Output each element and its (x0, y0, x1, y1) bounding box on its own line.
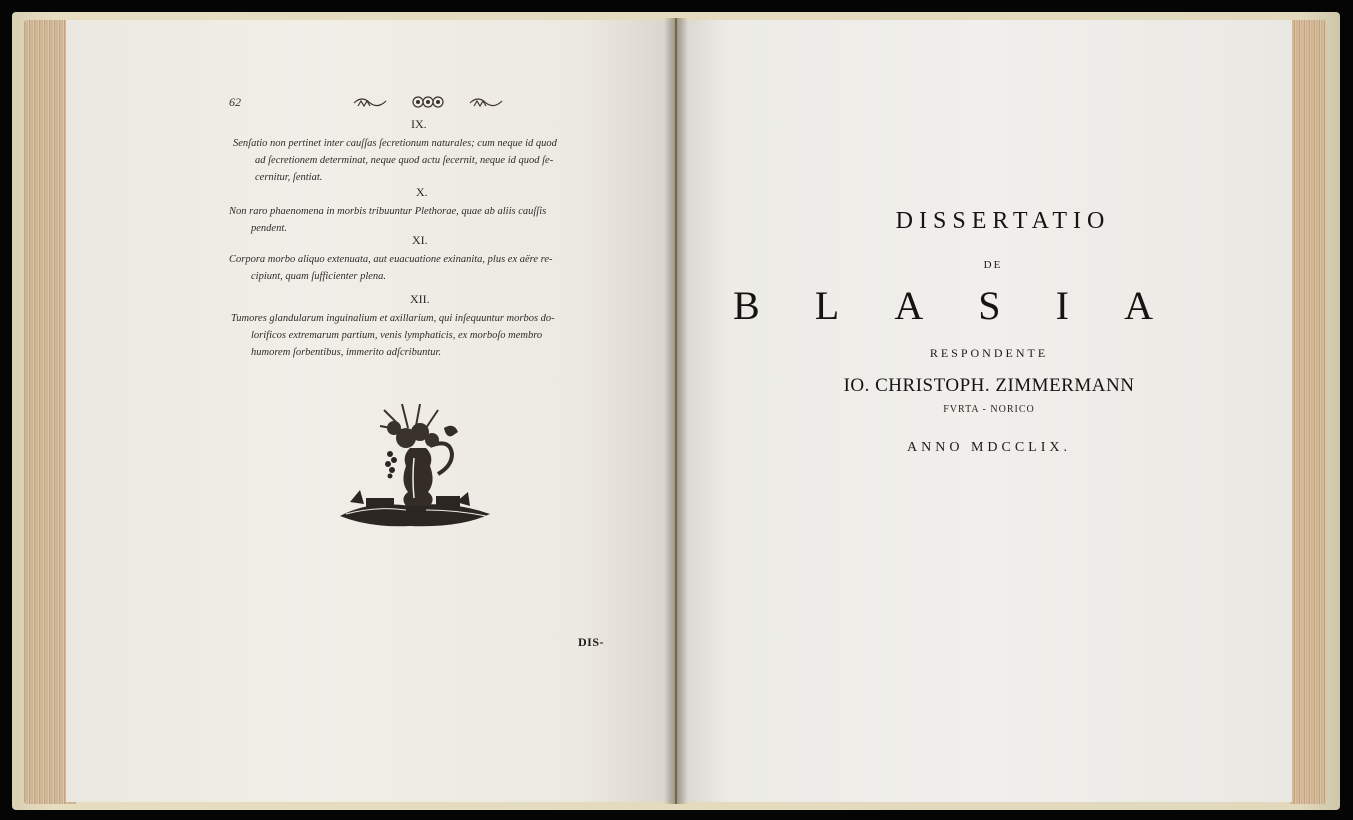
title-letter: I (1055, 283, 1069, 328)
respondent-name: IO. CHRISTOPH. ZIMMERMANN (843, 375, 1135, 396)
headpiece-ornament-icon (350, 94, 510, 110)
tailpiece-vignette-icon (336, 398, 496, 530)
section-number-xii: XII. (410, 292, 430, 306)
section-line: humorem ſorbentibus, immerito adſcribuntur. (251, 347, 442, 358)
respondent-label: RESPONDENTE (929, 346, 1049, 360)
title-letter: L (814, 283, 840, 328)
page-number: 62 (229, 95, 241, 109)
section-line: Senſatio non pertinet inter cauſſas ſecretionum naturales; cum neque id quod (233, 138, 557, 149)
section-number-xi: XI. (412, 233, 428, 247)
section-line: ad ſecretionem determinat, neque quod actu ſecernit, neque id quod ſe- (255, 155, 554, 166)
title-blasia (733, 282, 1153, 329)
section-line: lorificos extremarum partium, venis lymphaticis, ex morboſo membro (251, 330, 543, 341)
section-line: cipiunt, quam ſufficienter plena. (251, 271, 387, 282)
title-de: DE (983, 259, 1003, 271)
section-xii-text (231, 310, 623, 361)
title-letter: A (894, 283, 924, 328)
title-letter: A (1124, 283, 1153, 328)
section-line: pendent. (251, 223, 287, 234)
section-line: Tumores glandularum inguinalium et axillarium, qui inſequuntur morbos do- (231, 313, 555, 324)
section-ix-text (233, 135, 623, 186)
title-dissertatio: DISSERTATIO (895, 208, 1111, 234)
section-line: cernitur, ſentiat. (255, 172, 323, 183)
section-number-x: X. (416, 185, 428, 199)
section-number-ix: IX. (411, 117, 427, 131)
section-xi-text (229, 251, 623, 285)
title-letter: S (978, 283, 1001, 328)
catchword: DIS- (578, 635, 605, 649)
section-line: Corpora morbo aliquo extenuata, aut euacuatione exinanita, plus ex aëre re- (229, 254, 553, 265)
title-letter: B (733, 283, 760, 328)
place-of-origin: FVRTA - NORICO (943, 404, 1035, 415)
section-line: Non raro phaenomena in morbis tribuuntur Plethorae, quae ab aliis cauſſis (229, 206, 547, 217)
publication-year: ANNO MDCCLIX. (907, 440, 1071, 455)
section-x-text (229, 203, 623, 237)
